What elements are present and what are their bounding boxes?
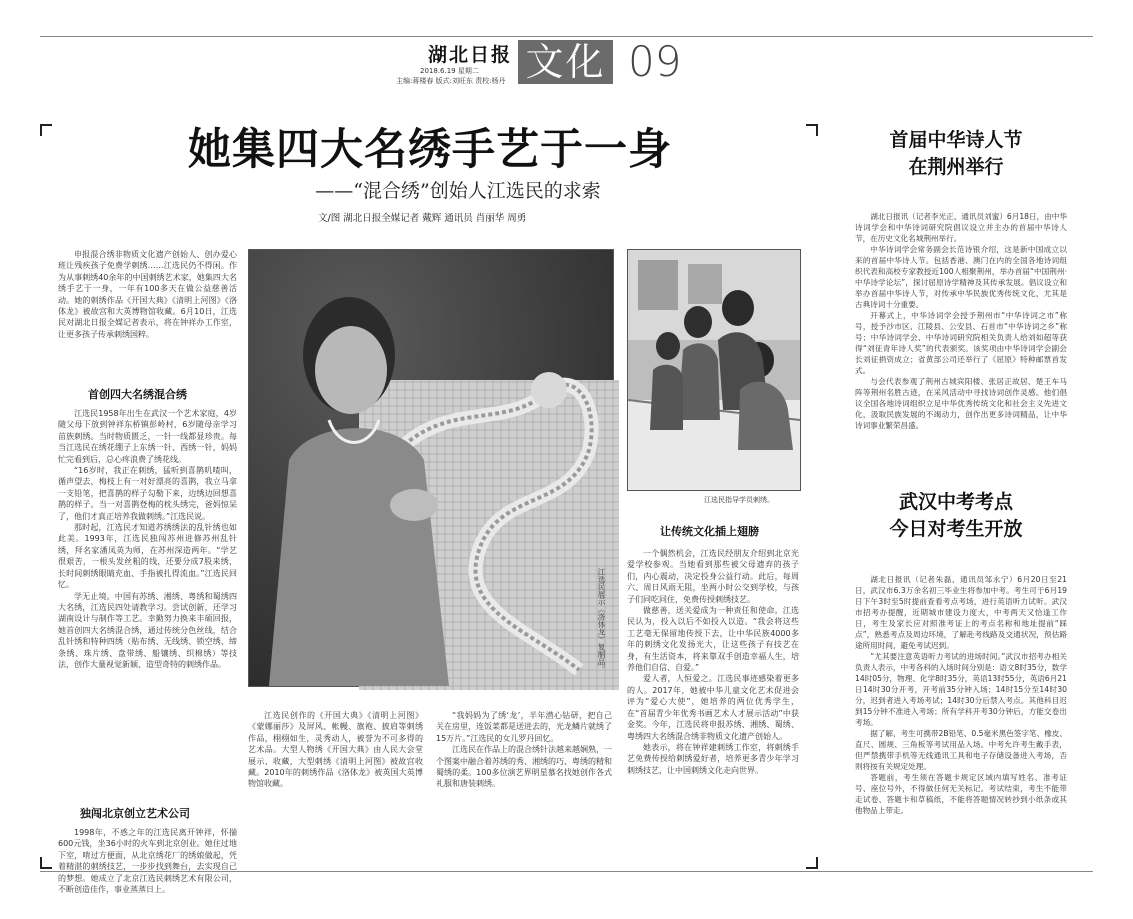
frame-corner-tl xyxy=(40,124,52,136)
paragraph: “尤其要注意英语听力考试的进场时间。”武汉市招考办相关负责人表示，中考各科的入场时间分别是：语文8时35分，数学14时05分，物理、化学8时35分，英语13时55分，英语6月21日14时30分开考，开考前35分钟入场；14时15分至14时30分，迟到者进入考场考试；14时30分后禁入考点。其他科目迟到15分钟不准进入考场；所有学科开考30分钟后，方能交卷出考场。 xyxy=(855,652,1067,727)
paragraph: “16岁时，我正在刺绣，猛听到喜鹊叽喳叫，循声望去，梅枝上有一对好漂亮的喜鹊，我立马拿一支铅笔，把喜鹊的样子勾勒下来，边绣边回想喜鹊的样子。当一对喜鹊登梅的枕头绣完，爸妈惊呆了，他们才真正培养我做刺绣。”江选民说。 xyxy=(58,466,237,521)
issue-date: 2018.6.19 星期二 xyxy=(420,67,479,75)
paragraph: 湖北日报讯（记者朱磊、通讯员邹永宁）6月20日至21日，武汉市6.3万余名初三毕业生将参加中考。考生可于6月19日下午3时至5时提前查看考点考场，进行英语听力试听。武汉市招考办提醒，近期城市建设力度大，中考两天又恰逢工作日，考生及家长应对照准考证上的考点名称和地址提前“踩点”，熟悉考点及周边环境，了解赴考线路及交通状况，预估路途所用时间，避免考试迟到。 xyxy=(855,575,1067,650)
side-headline-1-line1: 首届中华诗人节 xyxy=(889,129,1023,151)
paragraph: 一个偶然机会，江选民经朋友介绍到北京光爱学校参观。当她看到那些被父母遗弃的孩子们，内心震动，决定投身公益行动。此后，每周六、周日风雨无阻，坐两小时公交到学校，与孩子们同吃同住，免费传授刺绣技艺。 xyxy=(627,549,799,604)
photo-embroidery-dragon xyxy=(248,249,614,687)
paragraph: 与会代表参观了荆州古城宾阳楼、张居正故居、楚王车马阵等荆州名胜古迹，在采风活动中寻找诗词创作灵感。他们倡议全国各地诗词组织立足中华优秀传统文化和社会主义先进文化，汲取民族发展的不竭动力，创作出更多诗词精品，让中华诗词事业繁荣昌盛。 xyxy=(855,377,1067,430)
section2-body-end xyxy=(436,710,612,860)
section1-body xyxy=(58,408,237,793)
section-title: 文化 xyxy=(518,40,613,84)
lead-text: 申报混合绣非物质文化遗产创始人、创办爱心班让残疾孩子免费学刺绣……江选民仍不得闲。作为从事刺绣40余年的中国刺绣艺术家，她集四大名绣手艺于一身，一年有100多天在做公益慈善活动。她的刺绣作品《开国大典》《清明上河图》《洛体龙》被故宫和大英博物馆收藏。6月10日，江选民对湖北日报全媒记者表示，将在钟祥办工作室，让更多孩子传承刺绣国粹。 xyxy=(58,250,237,339)
section3-body xyxy=(627,548,799,860)
paragraph: 中华诗词学会常务副会长范诗银介绍，这是新中国成立以来的首届中华诗人节。包括香港、澳门在内的全国各地诗词组织代表和高校专家教授近100人相聚荆州，举办首届“中国荆州·中华诗学论坛”，探讨屈原诗学精神及其传承发展。倡议设立和举办首届中华诗人节，对传承中华民族优秀传统文化，尤其是古典诗词十分重要。 xyxy=(855,245,1067,309)
paragraph: “我妈妈为了绣‘龙’，半年潜心钻研，把自己关在房里，连饭菜都是送进去的，光龙鳞片就绣了15万片。”江选民的女儿罗丹回忆。 xyxy=(436,711,612,743)
masthead-meta xyxy=(396,66,506,86)
paragraph: 江选民1958年出生在武汉一个艺术家庭，4岁随父母下放到钟祥东桥镇彭岭村，6岁随母亲学习苗族刺绣。当时物质匮乏，一针一线都显珍贵。每当江选民在绣花绷子上东绣一针、西绣一针，妈妈忙完看到后，总心疼浪费了绣花线。 xyxy=(58,409,237,464)
section-heading-1: 首创四大名绣混合绣 xyxy=(88,388,187,401)
paragraph: 1998年，不惑之年的江选民离开钟祥，怀揣600元钱，坐36小时的火车到北京创业。她住过地下室，啃过方便面，从北京绣花厂的绣娘做起，凭着精湛的刺绣技艺，一步步找到舞台，去实现自己的梦想。她成立了北京江选民刺绣艺术有限公司，不断创造佳作，事业蒸蒸日上。 xyxy=(58,828,237,895)
page-number: 09 xyxy=(628,37,682,86)
newspaper-logo: 湖北日报 xyxy=(428,44,513,66)
paragraph: 湖北日报讯（记者李光正、通讯员刘蜜）6月18日，由中华诗词学会和中华诗词研究院倡议设立并主办的首届中华诗人节，在历史文化名城荆州举行。 xyxy=(855,212,1067,243)
main-headline: 她集四大名绣手艺于一身 xyxy=(188,125,672,175)
photo-teaching-illustration xyxy=(628,250,800,490)
side-headline-1-line2: 在荆州举行 xyxy=(908,156,1004,178)
side-article-2-body xyxy=(855,574,1067,852)
section-heading-2: 独闯北京创立艺术公司 xyxy=(80,807,190,820)
side-headline-2 xyxy=(838,489,1074,543)
bottom-rule xyxy=(40,871,1093,872)
paragraph: 她表示，将在钟祥建刺绣工作室，将刺绣手艺免费传授给刺绣爱好者，培养更多青少年学习刺绣技艺，让中国刺绣文化走向世界。 xyxy=(627,742,799,775)
section-heading-3: 让传统文化插上翅膀 xyxy=(660,525,759,538)
main-subheadline: ——“混合绣”创始人江选民的求索 xyxy=(315,180,601,202)
photo2-caption: 江选民指导学员刺绣。 xyxy=(704,496,774,504)
side-headline-2-line2: 今日对考生开放 xyxy=(889,518,1023,540)
photo1-caption: 江选民展示《洛体龙》复制品。 xyxy=(597,568,606,673)
editor-credits: 主编:蒋楼春 版式:刘旺东 责校:杨丹 xyxy=(396,77,506,85)
paragraph: 学无止境。中国有苏绣、湘绣、粤绣和蜀绣四大名绣，江选民四处请教学习。尝试创新，还学习湖南设计与制作等工艺。幸勤努力换来丰硕回报，她首创四大名绣混合绣，通过传统分色丝线，结合乱针绣和特种四绣（贴布绣、无线绣、锁空绣、缔条绣、珠片绣、盘带绣、船镶绣、织棉绣）等技法，创作大量视觉新颖、造型奇特的刺绣作品。 xyxy=(58,591,237,669)
paragraph: 江选民创作的《开国大典》《清明上河图》《蒙娜丽莎》及屏风、帐幔、旗袍、披肩等刺绣作品，栩栩如生，灵秀动人，被誉为不可多得的艺术品。大型人物绣《开国大典》由人民大会堂展示、收藏，大型刺绣《清明上河图》被故宫收藏。2010年的刺绣作品《洛体龙》被英国大英博物馆收藏。 xyxy=(248,711,423,789)
frame-corner-bl xyxy=(40,857,52,869)
section2-body-start xyxy=(58,827,237,895)
byline: 文/图 湖北日报全媒记者 戴辉 通讯员 肖丽华 周勇 xyxy=(318,213,527,224)
paragraph: 做慈善，送关爱成为一种责任和使命。江选民认为，投入以后不如投入以造。“我会将这些工艺毫无保留地传授下去，让中华民族4000多年的刺绣文化发扬光大，让这些孩子有技艺在身，有生活资本，将来靠双手创造幸福人生，培养他们自信、自爱。” xyxy=(627,606,799,673)
paragraph: 开幕式上，中华诗词学会授予荆州市“中华诗词之市”称号，授予沙市区、江陵县、公安县、石首市“中华诗词之乡”称号；中华诗词学会、中华诗词研究院相关负责人给刘如超等获得“刘征青年诗人奖”的代表颁奖。该奖项由中华诗词学会副会长刘征捐资成立；省黄部公司还举行了《屈原》特种邮票首发式。 xyxy=(855,311,1067,375)
top-rule xyxy=(40,36,1093,37)
frame-corner-tr xyxy=(806,124,818,136)
side-article-1-body xyxy=(855,211,1067,455)
paragraph: 那时起，江选民才知道苏绣绣法的乱针绣也如此美。1993年，江选民独闯苏州进修苏州乱针绣，拜名家潘凤英为师，在苏州深造两年。“学艺很艰苦，一根头发丝粗的线，还要分成7股来绣，长时间刺绣眼睛充血、手指被扎得流血。”江选民回忆。 xyxy=(58,523,237,590)
frame-corner-br xyxy=(806,857,818,869)
section2-body-cont xyxy=(248,710,423,860)
side-headline-2-line1: 武汉中考考点 xyxy=(898,491,1013,513)
paragraph: 答题前，考生须在答题卡规定区域内填写姓名、准考证号、座位号外，不得做任何无关标记。考试结束，考生不能带走试卷、答题卡和草稿纸，不能将答题情况转抄到小纸条或其他物品上带走。 xyxy=(855,773,1067,815)
photo-teaching-students xyxy=(627,249,801,491)
paragraph: 爱人者，人恒爱之。江选民事迹感染着更多的人。2017年，她被中华儿童文化艺术促进会评为“爱心大使”，她培养的两位优秀学生，在“首届青少年优秀书画艺术人才展示活动”中获金奖。今年，江选民将申报苏绣、湘绣、蜀绣、粤绣四大名绣混合绣非物质文化遗产创始人。 xyxy=(627,674,799,741)
lead-paragraph xyxy=(58,249,237,377)
photo-embroidery-illustration xyxy=(249,250,613,686)
paragraph: 江选民在作品上的混合绣针法越来越娴熟，一个图案中融合着苏绣的秀、湘绣的巧、粤绣的精和蜀绣的柔。100多位演艺界明星慕名找她创作各式礼服和唐装刺绣。 xyxy=(436,745,612,789)
paragraph: 据了解，考生可携带2B铅笔、0.5毫米黑色签字笔、橡皮、直尺、圆规、三角板等考试用品入场。中考允许考生戴手表，但严禁携带手机等无线通讯工具和电子存储设备进入考场，否则将按有关规定处理。 xyxy=(855,729,1067,771)
side-headline-1 xyxy=(838,127,1074,181)
